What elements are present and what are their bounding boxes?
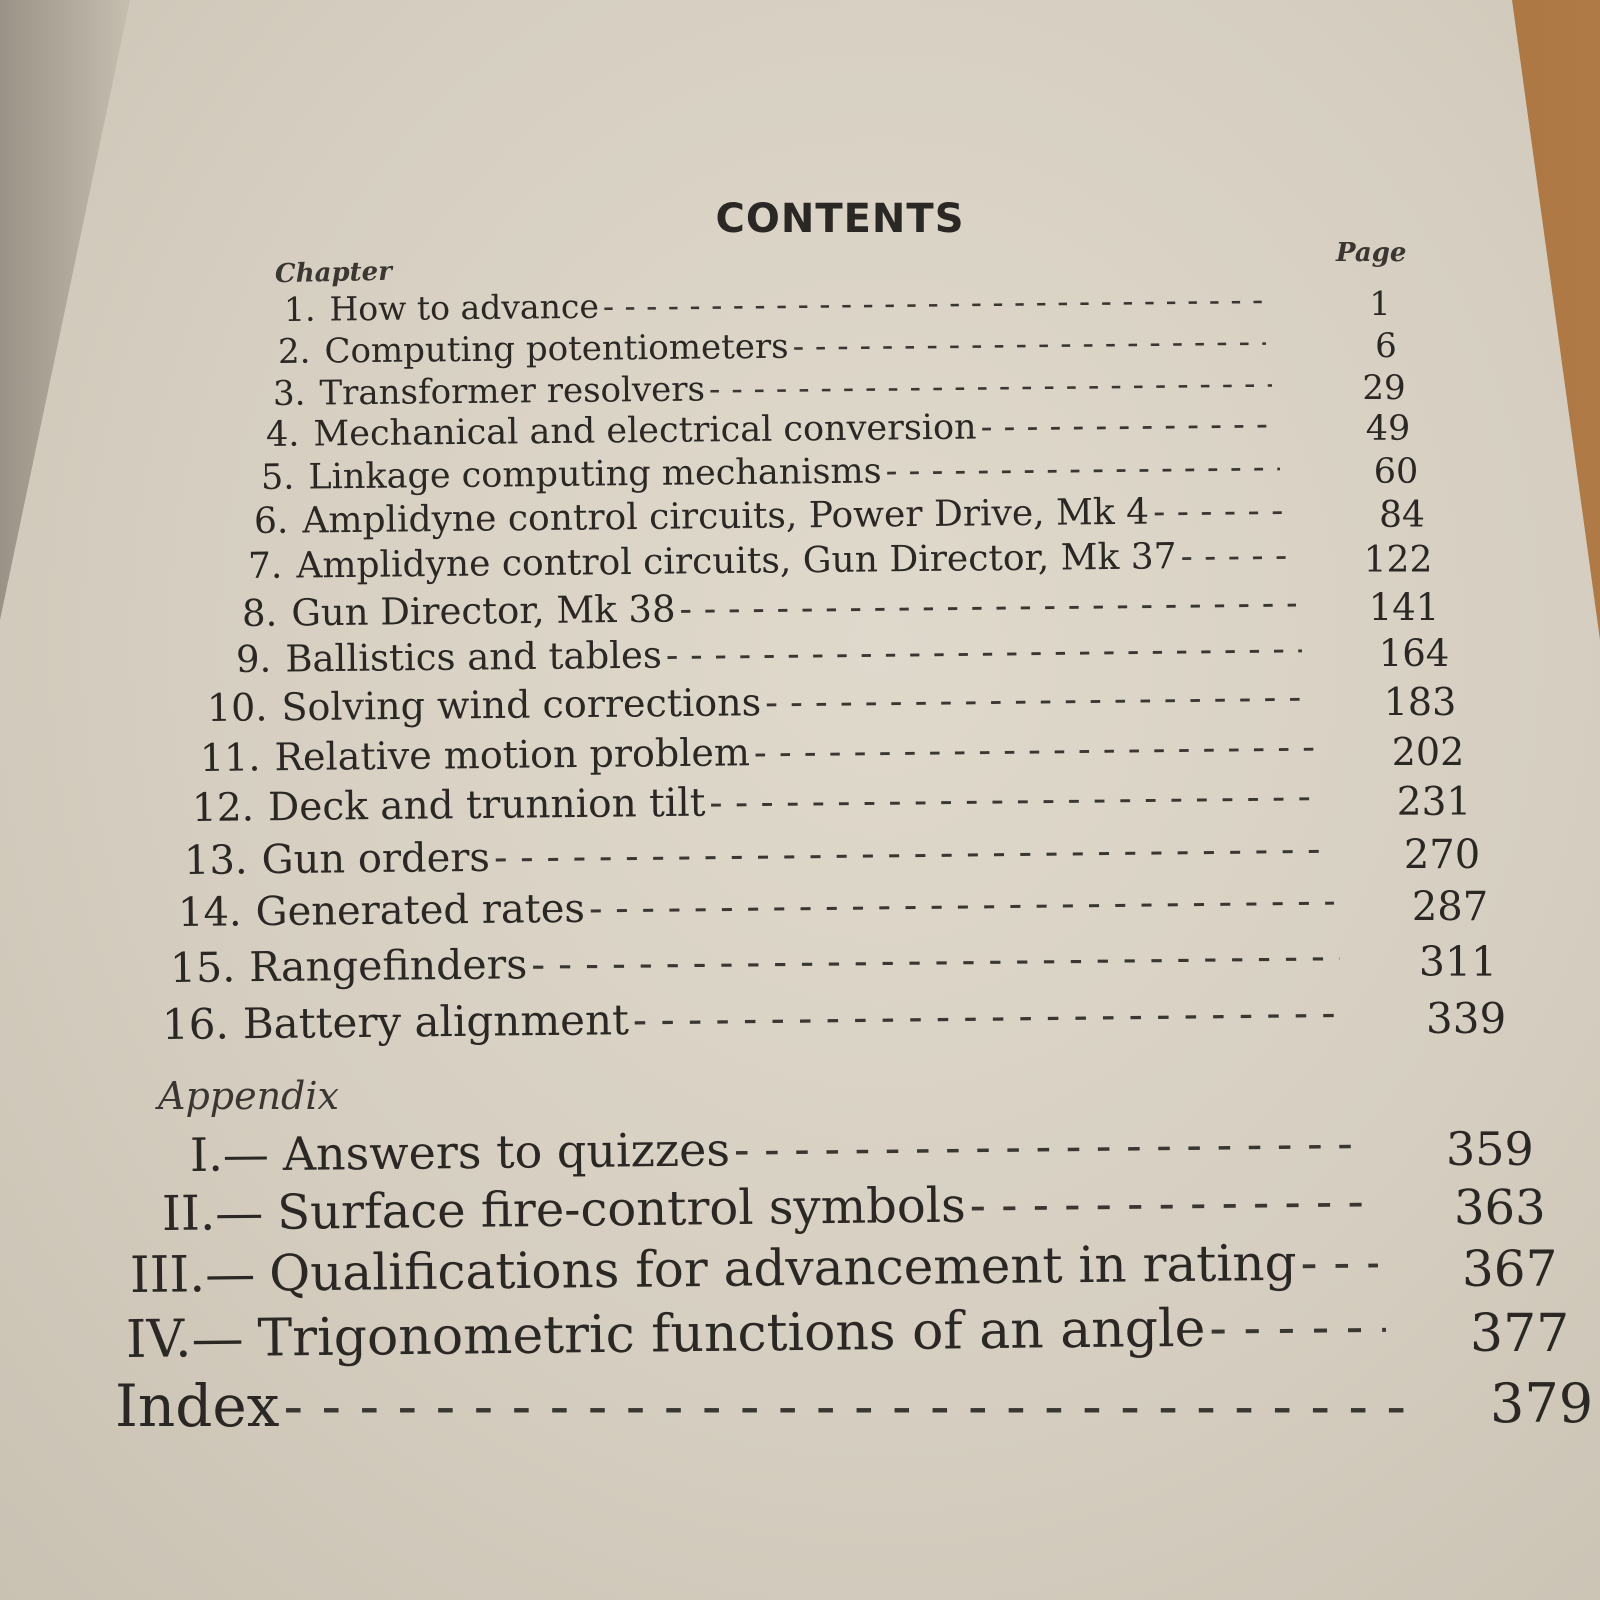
chapter-title: Mechanical and electrical conversion — [313, 407, 977, 455]
dot-leader — [679, 581, 1296, 630]
chapter-number: 10. — [206, 685, 268, 730]
chapter-column-label: Chapter — [274, 256, 393, 290]
appendix-title: Surface fire-control symbols — [276, 1177, 967, 1241]
chapter-number: 13. — [183, 837, 248, 884]
chapter-page-number: 141 — [1368, 586, 1440, 629]
chapter-number: 8. — [241, 591, 278, 635]
chapter-number: 2. — [277, 331, 311, 372]
chapter-title: How to advance — [329, 286, 600, 329]
dot-leader — [633, 988, 1349, 1044]
chapter-page-number: 122 — [1363, 540, 1433, 581]
chapter-title: Solving wind corrections — [281, 680, 762, 730]
chapter-page-number: 270 — [1403, 832, 1481, 878]
chapter-number: 1. — [283, 289, 316, 329]
chapter-page-number: 202 — [1391, 730, 1465, 774]
chapter-page-number: 339 — [1426, 994, 1507, 1043]
dot-leader — [531, 932, 1340, 988]
chapter-page-number: 183 — [1383, 680, 1457, 724]
appendix-number: I.— — [189, 1127, 270, 1182]
dot-leader — [765, 674, 1308, 724]
chapter-number: 12. — [191, 785, 255, 831]
appendix-number: IV.— — [125, 1308, 244, 1370]
chapter-title: Computing potentiometers — [324, 326, 789, 372]
dot-leader — [709, 774, 1320, 825]
chapter-page-number: 49 — [1365, 409, 1411, 449]
chapter-page-number: 287 — [1411, 884, 1489, 930]
chapter-number: 14. — [177, 889, 242, 936]
dot-leader — [980, 404, 1276, 447]
chapter-title: Ballistics and tables — [285, 633, 663, 681]
chapter-title: Rangefinders — [248, 940, 528, 992]
chapter-number: 5. — [260, 457, 295, 498]
index-entry — [115, 1372, 1420, 1440]
chapter-page-number: 231 — [1396, 780, 1472, 825]
chapter-number: 16. — [161, 999, 230, 1049]
chapter-page-number: 164 — [1378, 632, 1450, 675]
chapter-page-number: 84 — [1379, 495, 1425, 536]
index-title: Index — [115, 1372, 280, 1440]
dot-leader — [589, 878, 1334, 932]
chapter-page-number: 6 — [1375, 326, 1397, 366]
chapter-title: Deck and trunnion tilt — [267, 780, 706, 831]
appendix-title: Answers to quizzes — [282, 1122, 731, 1182]
chapter-number: 6. — [253, 500, 289, 542]
chapter-number: 7. — [247, 545, 283, 587]
chapter-title: Relative motion problem — [274, 730, 751, 780]
page-title: CONTENTS — [715, 196, 965, 242]
chapter-page-number: 60 — [1373, 452, 1419, 492]
appendix-number: III.— — [129, 1244, 256, 1304]
dot-leader — [1180, 535, 1290, 577]
chapter-title: Battery alignment — [242, 995, 630, 1049]
dot-leader — [1209, 1297, 1386, 1359]
dot-leader — [1300, 1233, 1378, 1292]
index-page-number: 379 — [1490, 1372, 1594, 1435]
chapter-page-number: 1 — [1369, 284, 1391, 323]
dot-leader — [1153, 490, 1286, 532]
chapter-page-number: 311 — [1418, 938, 1498, 986]
chapter-title: Gun orders — [261, 834, 491, 884]
appendix-number: II.— — [161, 1184, 264, 1242]
dot-leader — [283, 1372, 1420, 1440]
dot-leader — [754, 724, 1314, 774]
appendix-page-number: 367 — [1462, 1240, 1558, 1298]
appendix-label: Appendix — [158, 1074, 339, 1118]
chapter-title: Transformer resolvers — [319, 369, 706, 414]
chapter-number: 4. — [265, 414, 300, 455]
chapter-title: Generated rates — [255, 885, 586, 936]
dot-leader — [734, 1116, 1365, 1177]
dot-leader — [666, 627, 1303, 677]
chapter-page-number: 29 — [1362, 368, 1406, 408]
chapter-title: Linkage computing mechanisms — [308, 451, 882, 498]
chapter-number: 9. — [235, 637, 272, 681]
dot-leader — [494, 826, 1326, 881]
appendix-title: Qualifications for advancement in rating — [268, 1233, 1297, 1303]
dot-leader — [792, 322, 1266, 367]
dot-leader — [709, 364, 1272, 410]
appendix-title: Trigonometric functions of an angle — [257, 1298, 1206, 1369]
dot-leader — [969, 1173, 1370, 1233]
appendix-page-number: 363 — [1454, 1180, 1546, 1236]
chapter-title: Amplidyne control circuits, Gun Director, Mk 37 — [296, 536, 1177, 587]
chapter-number: 15. — [169, 943, 236, 992]
appendix-page-number: 359 — [1446, 1122, 1534, 1176]
chapter-number: 11. — [199, 735, 261, 780]
chapter-number: 3. — [272, 373, 306, 414]
dot-leader — [603, 280, 1262, 326]
appendix-page-number: 377 — [1470, 1304, 1570, 1364]
chapter-title: Gun Director, Mk 38 — [291, 587, 676, 635]
dot-leader — [885, 447, 1280, 491]
page-column-label: Page — [1336, 238, 1407, 268]
chapter-title: Amplidyne control circuits, Power Drive, Mk 4 — [302, 491, 1150, 542]
